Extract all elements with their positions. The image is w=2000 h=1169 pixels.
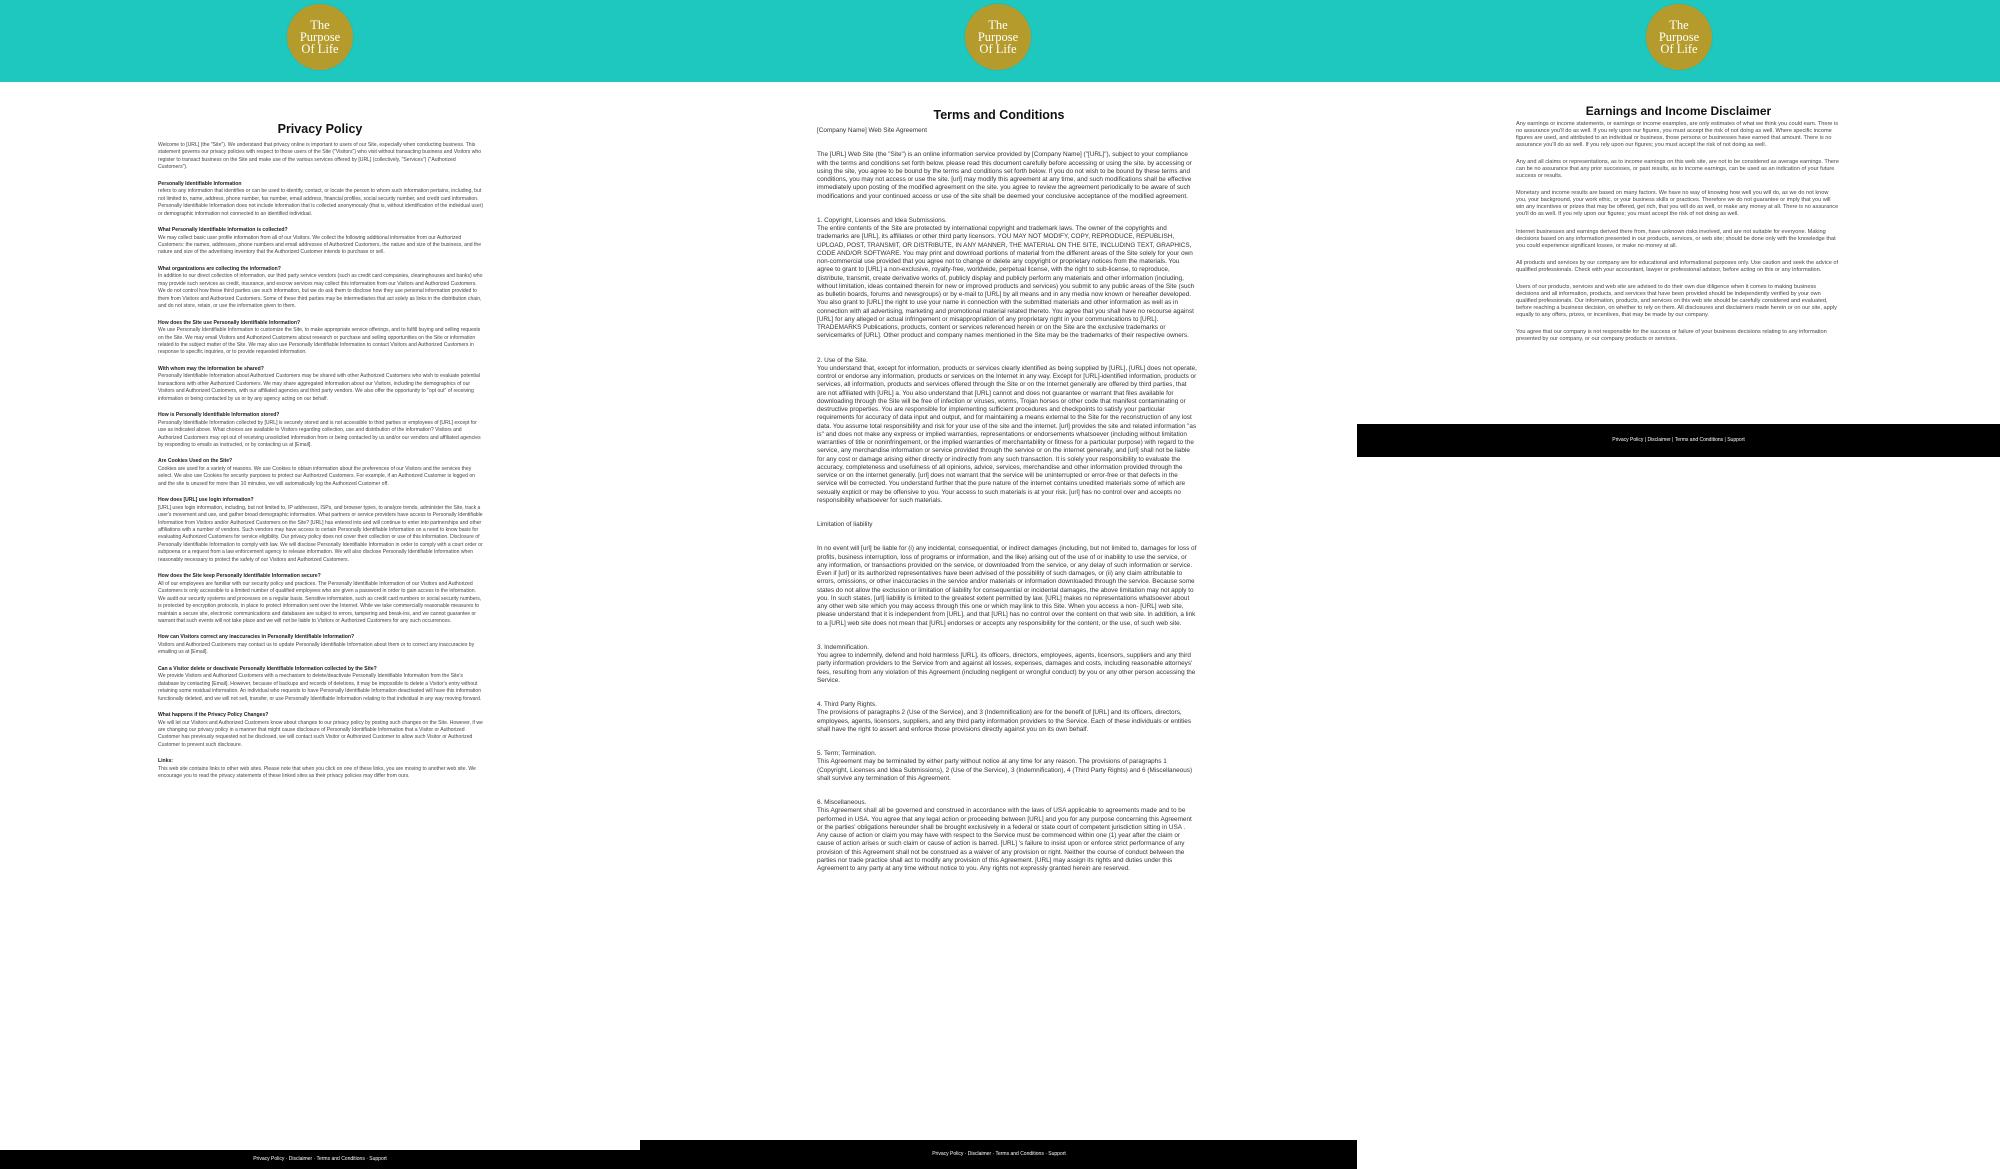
site-logo[interactable]: The Purpose Of Life	[287, 4, 353, 70]
section-heading: 6. Miscellaneous.	[817, 799, 867, 806]
section-body: In no event will [url] be liable for (i) any incidental, consequential, or indirect damages (including, but not limited to, damages for loss of profits, business interruption, loss of programs or information, and the like) arising out of the use of or inability to use the service, or any information, or transactions provided on the service, or downloaded from the service, or any delay of such information or service. Even if [url] or its authorized representatives have been advised of the possibility of such damages, or (ii) any claim attributable to errors, omissions, or other inaccuracies in the service and/or materials or information downloaded through the service. Because some states do not allow the exclusion or limitation of liability for consequential or incidental damages, the above limitation may not apply to you. In such states, [url] liability is limited to the greatest extent permitted by law. [URL] makes no representations whatsoever about any other web site which you may access through this one or which may link to this Site. When you access a non- [URL] web site, please understand that it is independent from [URL], and that [URL] has no control over the content on that web site. In addition, a link to a [URL] web site does not mean that [URL] endorses or accepts any responsibility for the content, or the use, of such web site.	[817, 545, 1197, 627]
section-heading: How does the Site keep Personally Identifiable Information secure?	[158, 573, 321, 580]
section-body: We use Personally Identifiable Information to customize the Site, to make appropriate service offerings, and to fulfill buying and selling requests on the Site. We may email Visitors and Authorized Customers about research or purchase and selling opportunities on the Site or information related to the subject matter of the Site. We may also use Personally Identifiable Information to contact Visitors and Authorized Customers in response to specific inquiries, or to provide requested information.	[158, 327, 481, 356]
section-body: Any earnings or income statements, or earnings or income examples, are only estimates of what we think you could earn. There is no assurance you'll do as well. If you rely upon our figures, you must accept the risk of not doing as well. Where specific income figures are used, and attributed to an individual or business, those persons or businesses have earned that amount. There is no assurance you'll do as well. If you rely upon our figures; you must accept the risk of not doing as well.	[1516, 121, 1839, 149]
section	[817, 357, 1197, 506]
section-heading: 5. Term; Termination.	[817, 750, 877, 757]
section-heading: How can Visitors correct any inaccuracies in Personally Identifiable Information?	[158, 634, 355, 641]
section-body: This Agreement may be terminated by either party without notice at any time for any reason. The provisions of paragraphs 1 (Copyright, Licenses and Idea Submissions), 2 (Use of the Service), 3 (Indemnification), 4 (Third Party Rights) and 6 (Miscellaneous) shall survive any termination of this Agreement.	[817, 758, 1193, 782]
section-body: Personally Identifiable Information collected by [URL] is securely stored and is not accessible to third parties or employees of [URL] except for use as indicated above. What choices are available to Visitors regarding collection, use and distribution of the information? Visitors and Authorized Customers may opt out of receiving unsolicited information from or being contacted by us and/or our vendors and affiliated agencies by responding to emails as instructed, or by contacting us at [Email].	[158, 419, 481, 448]
section-body: All of our employees are familiar with our security policy and practices. The Personally Identifiable Information of our Visitors and Authorized Customers is only accessible to a limited number of qualified employees who are given a password in order to gain access to the information. We audit our security systems and processes on a regular basis. Sensitive information, such as credit card numbers or social security numbers, is protected by encryption protocols, in place to protect information sent over the Internet. While we take commercially reasonable measures to maintain a secure site, electronic communications and databases are subject to errors, tampering and break-ins, and we cannot guarantee or warrant that such events will not take place and we will not be liable to Visitors or Authorized Customers for any such occurrences.	[158, 580, 482, 625]
section-body: This web site contains links to other web sites. Please note that when you click on one of these links, you are moving to another web site. We encourage you to read the privacy statements of these linked sites as their privacy policies may differ from ours.	[158, 765, 476, 780]
section-heading: 1. Copyright, Licenses and Idea Submissions.	[817, 216, 947, 224]
document-body	[817, 127, 1197, 873]
section-body: You agree that our company is not responsible for the success or failure of your business decisions relating to any information presented by our company, or our company products or services.	[1516, 328, 1827, 343]
section-body: Any and all claims or representations, as to income earnings on this web site, are not to be considered as average earnings. There can be no assurance that any prior successes, or past results, as to income earnings, can be used as an indication of your future success or results.	[1516, 159, 1839, 180]
section-body: [Company Name] Web Site Agreement	[817, 127, 927, 134]
section	[1516, 159, 1840, 180]
section-body: You understand that, except for information, products or services clearly identified as being supplied by [URL], [URL] does not operate, control or endorse any information, products or services on the Internet in any way. Except for [URL]-identified information, products or services, all information, products and services offered through the Site or on the Internet generally are offered by third parties, that are not affiliated with [URL] a. You also understand that [URL] cannot and does not guarantee or warrant that files available for downloading through the Site will be free of infection or viruses, worms, Trojan horses or other code that manifest contaminating or destructive properties. You are responsible for implementing sufficient procedures and checkpoints to satisfy your particular requirements for accuracy of data input and output, and for maintaining a means external to the Site for the reconstruction of any lost data. You assume total responsibility and risk for your use of the site and the internet. [url] provides the site and related information "as is" and does not make any express or implied warranties, representations or endorsements whatsoever (including without limitation warranties of title or noninfringement, or the implied warranties of merchantability or fitness for a particular purpose) with regard to the service, any merchandise information or service provided through the service or on the internet generally, and [url] shall not be liable for any cost or damage arising either directly or indirectly from any such transaction. It is solely your responsibility to evaluate the accuracy, completeness and usefulness of all opinions, advice, services, merchandise and other information provided through the service or on the internet generally. [url] does not warrant that the service will be uninterrupted or error-free or that defects in the service will be corrected. You understand further that the pure nature of the internet contains unedited materials some of which are sexually explicit or may be offensive to you. Your access to such materials is at your risk. [url] has no control over and accepts no responsibility whatsoever for such materials.	[817, 364, 1197, 504]
site-logo[interactable]: The Purpose Of Life	[1646, 4, 1712, 70]
privacy-policy-page	[0, 0, 640, 1169]
document-body	[158, 142, 484, 781]
section-body: [URL] uses login information, including, but not limited to, IP addresses, ISPs, and browser types, to analyze trends, administer the Site, track a user's movement and use, and gather broad demographic information. What partners or service providers have access to Personally Identifiable Information from Visitors and/or Authorized Customers on the Site? [URL] has entered into and will continue to enter into partnerships and other affiliations with a number of vendors. Such vendors may have access to certain Personally Identifiable Information on a need to know basis for evaluating Authorized Customers for service eligibility. Our privacy policy does not cover their collection or use of this information. Disclosure of Personally Identifiable Information to comply with law. We will disclose Personally Identifiable Information in order to comply with a court order or subpoena or a request from a law enforcement agency to release information. We will also disclose Personally Identifiable Information when reasonably necessary to protect the safety of our Visitors and Authorized Customers.	[158, 504, 483, 563]
section	[158, 573, 484, 625]
site-logo[interactable]: The Purpose Of Life	[965, 4, 1031, 70]
section	[158, 227, 484, 257]
section	[1516, 329, 1840, 343]
page-header	[640, 0, 1358, 82]
section-body: refers to any information that identifies or can be used to identify, contact, or locate the person to whom such information pertains, including, but not limited to, name, address, phone number, fax number, email address, financial profiles, social security number, and credit card information. Personally Identifiable Information does not include information that is collected anonymously (that is, without identification of the individual user) or demographic information not connected to an identified individual.	[158, 188, 484, 217]
section	[158, 181, 484, 218]
section	[1516, 190, 1840, 218]
page-header	[0, 0, 640, 82]
section	[158, 666, 484, 703]
section-heading: Limitation of liability	[817, 521, 873, 528]
page-header	[1357, 0, 2000, 82]
section-body: Users of our products, services and web site are advised to do their own due diligence when it comes to making business decisions and all information, products, and services that have been provided should be independently verified by your own qualified professionals. Our information, products, and services on this web site should be carefully considered and evaluated, before reaching a business decision, on whether to rely on them. All disclosures and disclaimers made herein or on our site, apply equally to any offers, prizes, or incentives, that may be made by our company.	[1516, 283, 1837, 318]
section	[158, 497, 484, 564]
section	[158, 320, 484, 357]
section-heading: How does [URL] use login information?	[158, 497, 254, 504]
section	[1516, 260, 1840, 274]
section-heading: 2. Use of the Site.	[817, 356, 868, 364]
section	[817, 701, 1197, 734]
section	[1516, 121, 1840, 149]
earnings-disclaimer-page	[1357, 0, 2000, 1169]
section-heading: How is Personally Identifiable Information stored?	[158, 412, 280, 419]
section	[158, 142, 484, 172]
section	[158, 266, 484, 311]
section-body: We will let our Visitors and Authorized Customers know about changes to our privacy policy by posting such changes on the Site. However, if we are changing our privacy policy in a manner that might cause disclosure of Personally Identifiable Information that a Visitor or Authorized Customer has previously requested not be disclosed, we will contact such Visitor or Authorized Customer to allow such Visitor or Authorized Customer to prevent such disclosure.	[158, 719, 483, 748]
section-body: We provide Visitors and Authorized Customers with a mechanism to delete/deactivate Personally Identifiable Information from the Site's database by contacting [Email]. However, because of backups and records of deletions, it may be impossible to delete a Visitor's entry without retaining some residual information. An individual who requests to have Personally Identifiable Information deactivated will have this information functionally deleted, and we will not sell, transfer, or use Personally Identifiable Information relating to that individual in any way moving forward.	[158, 673, 482, 702]
section-heading: How does the Site use Personally Identifiable Information?	[158, 319, 301, 326]
section	[158, 458, 484, 488]
document-body	[1516, 121, 1840, 343]
section-heading: 4. Third Party Rights.	[817, 701, 877, 708]
section-heading: Personally Identifiable Information	[158, 180, 242, 187]
section	[158, 366, 484, 403]
section-body: Monetary and income results are based on many factors. We have no way of knowing how well you will do, as we do not know you, your background, your work ethic, or your business skills or practices. Therefore we do not guarantee or imply that you will win any incentives or prizes that may be offered, get rich, that you will do as well, or make any money at all. There is no assurance you'll do as well. If you rely upon our figures; you must accept the risk of not doing as well.	[1516, 190, 1839, 218]
section-body: Visitors and Authorized Customers may contact us to update Personally Identifiable Information about them or to correct any inaccuracies by emailing us at [Email].	[158, 641, 475, 656]
section	[817, 799, 1197, 873]
section-body: Internet businesses and earnings derived there from, have unknown risks involved, and are not suitable for everyone. Making decisions based on any information presented in our products, services, or web site; should be done only with the knowledge that you could experience significant losses, or make no money at all.	[1516, 228, 1836, 249]
section-body: Cookies are used for a variety of reasons. We use Cookies to obtain information about the preferences of our Visitors and the services they select. We also use Cookies for security purposes to protect our Authorized Customers. For example, if an Authorized Customer is logged on and the site is unused for more than 10 minutes, we will automatically log the Authorized Customer off.	[158, 465, 476, 487]
section	[158, 634, 484, 656]
section-heading: With whom may the information be shared?	[158, 365, 264, 372]
footer-links[interactable]: Privacy Policy | Disclaimer | Terms and Conditions | Support	[1357, 424, 2000, 457]
section-body: In addition to our direct collection of information, our third party service vendors (such as credit card companies, clearinghouses and banks) who may provide such services as credit, insurance, and escrow services may collect this information from our Visitors and Authorized Customers. We do not control how these third parties use such information, but we do ask them to disclose how they use personal information provided to them from Visitors and Authorized Customers. Some of these third parties may be intermediaries that act solely as links in the distribution chain, and do not store, retain, or use the information given to them.	[158, 273, 483, 310]
section-heading: 3. Indemnification.	[817, 643, 869, 651]
page-title: Earnings and Income Disclaimer	[1585, 104, 1772, 118]
footer-links[interactable]: Privacy Policy · Disclaimer · Terms and Conditions · Support	[640, 1140, 1358, 1169]
section-body: Welcome to [URL] (the "Site"). We understand that privacy online is important to users of our Site, especially when conducting business. This statement governs our privacy policies with respect to those users of the Site ("Visitors") who visit without transacting business and Visitors who register to transact business on the Site and make use of the various services offered by [URL] (collectively, "Services") ("Authorized Customers").	[158, 142, 482, 171]
section	[817, 644, 1197, 685]
section	[817, 217, 1197, 341]
section-heading: Are Cookies Used on the Site?	[158, 458, 233, 465]
section	[817, 151, 1197, 201]
section	[817, 127, 1197, 135]
section-body: We may collect basic user profile information from all of our Visitors. We collect the following additional information from our Authorized Customers: the names, addresses, phone numbers and email addresses of Authorized Customers, the nature and size of the business, and the nature and size of the advertising inventory that the Authorized Customer intends to purchase or sell.	[158, 234, 482, 256]
section-body: You agree to indemnify, defend and hold harmless [URL], its officers, directors, employees, agents, licensors, suppliers and any third party information providers to the Service from and against all losses, expenses, damages and costs, including reasonable attorneys' fees, resulting from any violation of this Agreement (including negligent or wrongful conduct) by you or any other person accessing the Service.	[817, 652, 1196, 684]
terms-and-conditions-page	[640, 0, 1358, 1169]
section-body: All products and services by our company are for educational and informational purposes only. Use caution and seek the advice of qualified professionals. Check with your accountant, lawyer or professional advisor, before acting on this or any information.	[1516, 259, 1839, 273]
section-body: The provisions of paragraphs 2 (Use of the Service), and 3 (Indemnification) are for the benefit of [URL] and its officers, directors, employees, agents, licensors, suppliers, and any third party information providers to the Service. Each of these individuals or entities shall have the right to assert and enforce those provisions directly against you on its own behalf.	[817, 709, 1192, 733]
section	[158, 412, 484, 449]
section-heading: What Personally Identifiable Information is collected?	[158, 227, 288, 234]
section	[1516, 229, 1840, 250]
footer-links[interactable]: Privacy Policy · Disclaimer · Terms and Conditions · Support	[0, 1150, 640, 1169]
section-heading: Can a Visitor delete or deactivate Personally Identifiable Information collected by the Site?	[158, 665, 377, 672]
section-heading: What happens if the Privacy Policy Changes?	[158, 712, 269, 719]
section	[158, 758, 484, 780]
section	[817, 545, 1197, 628]
section	[817, 750, 1197, 783]
section-body: This Agreement shall all be governed and construed in accordance with the laws of USA applicable to agreements made and to be performed in USA. You agree that any legal action or proceeding between [URL] and you for any purpose concerning this Agreement or the parties' obligations hereunder shall be brought exclusively in a federal or state court of competent jurisdiction sitting in USA . Any cause of action or claim you may have with respect to the Service must be commenced within one (1) year after the claim or cause of action arises or such claim or cause of action is barred. [URL] 's failure to insist upon or enforce strict performance of any provision of this Agreement shall not be construed as a waiver of any provision or right. Neither the course of conduct between the parties nor trade practice shall act to modify any provision of this Agreement. [URL] may assign its rights and duties under this Agreement to any party at any time without notice to you. Any rights not expressly granted herein are reserved.	[817, 807, 1192, 872]
section-heading: What organizations are collecting the information?	[158, 265, 281, 272]
section-body: The entire contents of the Site are protected by international copyright and trademark laws. The owner of the copyrights and trademarks are [URL], its affiliates or other third party licensors. YOU MAY NOT MODIFY, COPY, REPRODUCE, REPUBLISH, UPLOAD, POST, TRANSMIT, OR DISTRIBUTE, IN ANY MANNER, THE MATERIAL ON THE SITE, INCLUDING TEXT, GRAPHICS, CODE AND/OR SOFTWARE. You may print and download portions of material from the different areas of the Site solely for your own non-commercial use provided that you agree not to change or delete any copyright or proprietary notices from the materials. You agree to grant to [URL] a non-exclusive, royalty-free, worldwide, perpetual license, with the right to sub-license, to reproduce, distribute, transmit, create derivative works of, publicly display and publicly perform any materials and other information (including, without limitation, ideas contained therein for new or improved products and services) you submit to any public areas of the Site (such as bulletin boards, forums and newsgroups) or by e-mail to [URL] by all means and in any media now known or hereafter developed. You also grant to [URL] the right to use your name in connection with the submitted materials and other information as well as in connection with all advertising, marketing and promotional material related thereto. You agree that you shall have no recourse against [URL] for any alleged or actual infringement or misappropriation of any proprietary right in your communications to [URL]. TRADEMARKS Publications, products, content or services referenced herein or on the Site are the exclusive trademarks or servicemarks of [URL]. Other product and company names mentioned in the Site may be the trademarks of their respective owners.	[817, 225, 1195, 340]
page-title: Terms and Conditions	[933, 108, 1065, 122]
section	[817, 521, 1197, 529]
section-heading: Links:	[158, 758, 174, 765]
section-body: Personally Identifiable Information about Authorized Customers may be shared with other Authorized Customers who wish to evaluate potential transactions with other Authorized Customers. We may share aggregated information about our Visitors, including the demographics of our Visitors and Authorized Customers, with our affiliated agencies and third party vendors. We also offer the opportunity to "opt out" of receiving information or being contacted by us or by any agency acting on our behalf.	[158, 373, 480, 402]
section-body: The [URL] Web Site (the "Site") is an online information service provided by [Company Name] ("[URL]"), subject to your compliance with the terms and conditions set forth below. please read this document carefully before accessing or using the site. by accessing or using the site, you agree to be bound by the terms and conditions set forth below. If you do not wish to be bound by these terms and conditions, you may not access or use the site. [url] may modify this agreement at any time, and such modifications shall be effective immediately upon posting of the modified agreement on the site. you agree to review the agreement periodically to be aware of such modifications and your continued access or use of the site shall be deemed your conclusive acceptance of the modified agreement.	[817, 151, 1192, 200]
section	[158, 712, 484, 749]
section	[1516, 284, 1840, 319]
page-title: Privacy Policy	[277, 122, 363, 136]
